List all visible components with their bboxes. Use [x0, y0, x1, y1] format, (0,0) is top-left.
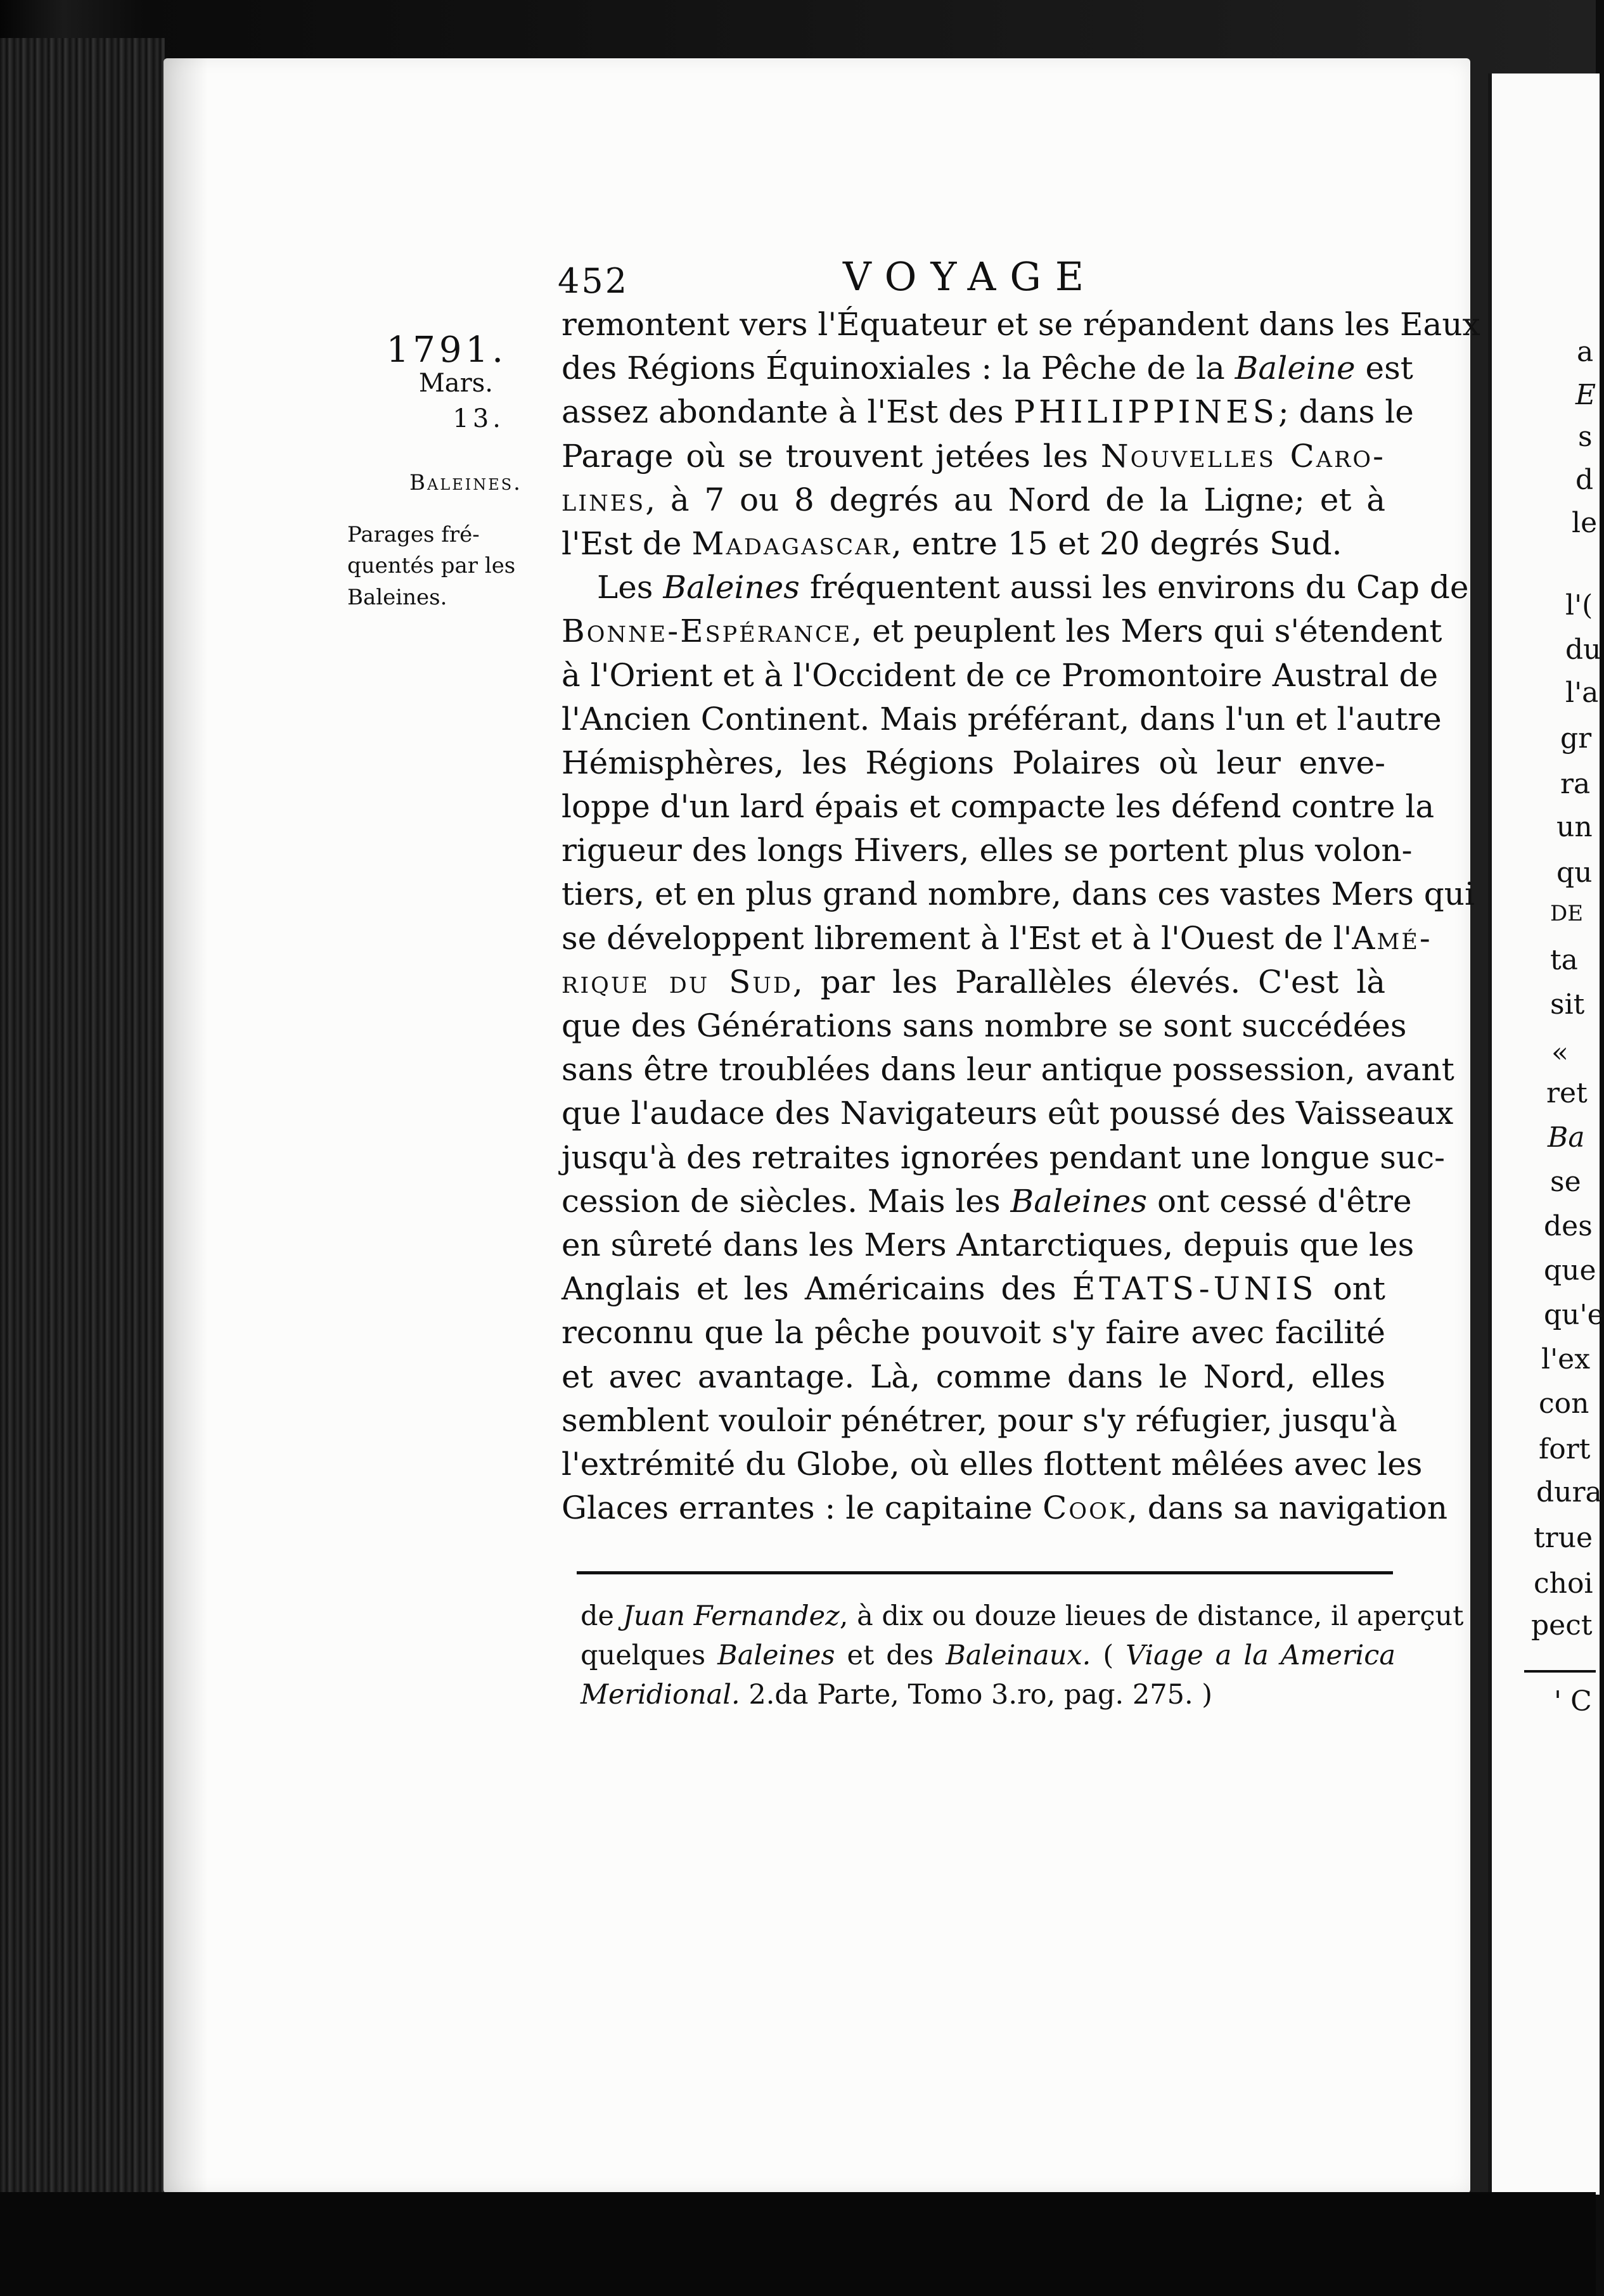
margin-note-line: Baleines.: [347, 584, 447, 610]
next-page-fragment: du: [1565, 634, 1601, 666]
text-line: assez abondante à l'Est des PHILIPPINES; dans le: [561, 393, 1414, 431]
next-page-fragment: DE: [1550, 901, 1584, 926]
next-page-fragment: pect: [1531, 1609, 1593, 1642]
page-gutter-shadow: [164, 58, 208, 2193]
text-line: des Régions Équinoxiales : la Pêche de la Baleine est: [561, 350, 1413, 387]
footnote-rule: [577, 1571, 1393, 1574]
text-line: en sûreté dans les Mers Antarctiques, depuis que les: [561, 1226, 1415, 1263]
next-page-fragment: E: [1575, 379, 1596, 411]
margin-topic: Baleines.: [409, 470, 522, 495]
next-page-fragment: gr: [1560, 722, 1592, 755]
margin-note: [347, 520, 548, 613]
text-line: reconnu que la pêche pouvoit s'y faire avec facilité: [561, 1314, 1385, 1351]
text-line: l'extrémité du Globe, où elles flottent mêlées avec les: [561, 1445, 1423, 1483]
text-line: Hémisphères, les Régions Polaires où leur enve-: [561, 744, 1385, 781]
text-line: tiers, et en plus grand nombre, dans ces vastes Mers qui: [561, 876, 1475, 913]
next-page-footnote-rule: [1524, 1670, 1596, 1673]
text-line: que l'audace des Navigateurs eût poussé des Vaisseaux: [561, 1095, 1454, 1132]
next-page-fragment: a: [1577, 336, 1594, 368]
next-page-fragment: ta: [1550, 944, 1578, 976]
next-page-fragment: d: [1575, 464, 1594, 496]
text-line: Anglais et les Américains des ÉTATS-UNIS ont: [561, 1270, 1385, 1308]
book-edge: [0, 38, 165, 2205]
text-line: se développent librement à l'Est et à l'Ouest de l'Amé-: [561, 919, 1432, 957]
next-page-fragment: que: [1544, 1254, 1596, 1287]
next-page-fragment: «: [1551, 1036, 1569, 1069]
next-page-fragment: true: [1534, 1522, 1593, 1554]
text-line: que des Générations sans nombre se sont succédées: [561, 1007, 1407, 1044]
text-line: l'Ancien Continent. Mais préférant, dans l'un et l'autre: [561, 700, 1442, 737]
text-line: l'Est de Madagascar, entre 15 et 20 degrés Sud.: [561, 525, 1342, 562]
margin-year: 1791.: [386, 329, 507, 371]
next-page-fragment: fort: [1539, 1433, 1591, 1465]
next-page-fragment: des: [1544, 1210, 1593, 1242]
next-page-fragment: dura: [1536, 1476, 1602, 1508]
next-page-fragment: l'a: [1565, 677, 1599, 709]
text-line: à l'Orient et à l'Occident de ce Promontoire Austral de: [561, 656, 1439, 694]
text-line: jusqu'à des retraites ignorées pendant une longue suc-: [561, 1138, 1446, 1176]
next-page-fragment: ra: [1560, 768, 1591, 800]
margin-note-line: Parages fré-: [347, 522, 480, 547]
text-line: cession de siècles. Mais les Baleines ont cessé d'être: [561, 1182, 1412, 1220]
margin-note-line: quentés par les: [347, 553, 516, 579]
text-line: remontent vers l'Équateur et se répandent dans les Eaux: [561, 306, 1480, 343]
next-page-fragment: qu'e: [1544, 1299, 1604, 1331]
next-page-fragment: ret: [1546, 1077, 1588, 1109]
next-page-fragment: se: [1550, 1166, 1581, 1198]
next-page-fragment: l'(: [1565, 589, 1593, 622]
text-line: loppe d'un lard épais et compacte les défend contre la: [561, 788, 1435, 826]
next-page-fragment: un: [1556, 811, 1593, 843]
text-line: et avec avantage. Là, comme dans le Nord, elles: [561, 1358, 1385, 1395]
footnote-line: de Juan Fernandez, à dix ou douze lieues de distance, il aperçut: [581, 1600, 1464, 1632]
next-page-fragment: le: [1572, 507, 1598, 539]
next-page-fragment: ' C: [1554, 1685, 1592, 1718]
footnote-line: quelques Baleines et des Baleinaux. ( Viage a la America: [581, 1640, 1395, 1671]
text-line: lines, à 7 ou 8 degrés au Nord de la Ligne; et à: [561, 481, 1385, 518]
main-text: [561, 303, 1480, 1530]
next-page-fragment: Ba: [1548, 1121, 1585, 1154]
footnote-line: Meridional. 2.da Parte, Tomo 3.ro, pag. 275. ): [581, 1679, 1213, 1711]
next-page-fragment: qu: [1556, 857, 1593, 889]
text-line: Les Baleines fréquentent aussi les environs du Cap de: [597, 569, 1469, 606]
text-line: sans être troublées dans leur antique possession, avant: [561, 1051, 1454, 1088]
footnote: [581, 1597, 1464, 1714]
margin-month: Mars.: [418, 369, 493, 398]
next-page-fragment: s: [1578, 421, 1593, 453]
text-line: rique du Sud, par les Parallèles élevés. C'est là: [561, 963, 1386, 1000]
scan-bottom-band: [0, 2192, 1596, 2296]
text-line: semblent vouloir pénétrer, pour s'y réfugier, jusqu'à: [561, 1401, 1397, 1439]
next-page-fragment: sit: [1550, 988, 1585, 1021]
next-page-fragment: choi: [1534, 1567, 1593, 1600]
next-page-fragment: con: [1539, 1387, 1589, 1420]
text-line: Glaces errantes : le capitaine Cook, dans sa navigation: [561, 1489, 1448, 1527]
text-line: Parage où se trouvent jetées les Nouvelles Caro-: [561, 437, 1385, 475]
text-line: rigueur des longs Hivers, elles se portent plus volon-: [561, 832, 1413, 869]
margin-day: 13.: [452, 404, 504, 433]
next-page-fragment: l'ex: [1541, 1343, 1591, 1375]
running-title: VOYAGE: [843, 253, 1098, 300]
page-number: 452: [558, 261, 629, 301]
text-line: Bonne-Espérance, et peuplent les Mers qui s'étendent: [561, 613, 1442, 650]
